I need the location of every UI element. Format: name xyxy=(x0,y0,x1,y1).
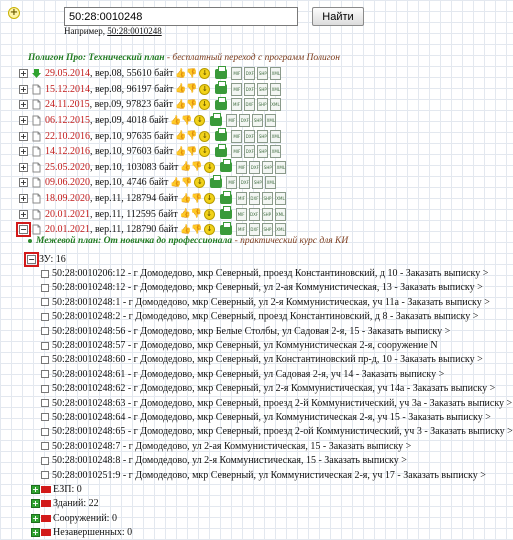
thumb-up-icon[interactable]: 👍 xyxy=(175,146,187,157)
category-row[interactable] xyxy=(31,497,513,511)
category-row[interactable] xyxy=(31,482,513,496)
printer-icon[interactable] xyxy=(210,178,222,188)
format-xml-icon[interactable]: XML xyxy=(270,145,281,158)
parcel-row[interactable] xyxy=(41,281,513,295)
expand-icon[interactable]: + xyxy=(20,162,27,172)
expand-icon[interactable]: + xyxy=(20,131,27,141)
parcel-text: 50:28:0010248:60 - г Домодедово, мкр Северный, ул Константиновский пр-д, 10 - Заказать выписку > xyxy=(52,354,483,366)
parcel-row[interactable] xyxy=(41,295,513,309)
thumb-up-icon[interactable]: 👍 xyxy=(179,209,191,220)
expand-icon[interactable]: + xyxy=(20,69,27,79)
format-dxf-icon[interactable]: DXF xyxy=(244,67,255,80)
version-row[interactable] xyxy=(19,128,286,144)
format-dxf-icon[interactable]: DXF xyxy=(244,130,255,143)
version-meta: , вер.09, 97823 байт xyxy=(89,99,173,111)
format-shp-icon[interactable]: SHP xyxy=(257,83,268,96)
expand-icon[interactable]: + xyxy=(20,116,27,126)
format-dxf-icon[interactable]: DXF xyxy=(249,161,260,174)
printer-icon[interactable] xyxy=(220,209,232,219)
parcel-text: 50:28:0010251:9 - г Домодедово, мкр Северный, ул Коммунистическая 2-я, уч 17 - Заказать выписку > xyxy=(52,469,486,481)
version-meta: , вер.11, 112595 байт xyxy=(90,208,178,220)
printer-icon[interactable] xyxy=(215,69,227,79)
thumb-up-icon[interactable]: 👍 xyxy=(179,224,192,235)
zu-node[interactable] xyxy=(27,252,513,266)
search-example xyxy=(64,26,162,36)
expand-icon[interactable]: + xyxy=(20,194,27,204)
parcel-text: 50:28:0010248:63 - г Домодедово, мкр Северный, проезд 2-й Коммунистический, уч 3а - Заказать выписку > xyxy=(52,397,513,409)
version-actions xyxy=(175,130,281,143)
version-date[interactable]: 06.12.2015 xyxy=(45,115,90,127)
format-dxf-icon[interactable]: DXF xyxy=(244,145,255,158)
version-date[interactable]: 14.12.2016 xyxy=(45,146,90,158)
thumb-down-icon[interactable]: 👎 xyxy=(186,146,198,157)
download-icon[interactable]: ↓ xyxy=(204,193,215,204)
thumb-down-icon[interactable]: 👎 xyxy=(186,84,198,95)
example-link[interactable]: 50:28:0010248 xyxy=(107,26,162,36)
parcel-text: 50:28:0010248:61 - г Домодедово, мкр Северный, ул Садовая 2-я, уч 14 - Заказать выписку > xyxy=(52,368,445,380)
bullet-icon xyxy=(28,239,32,243)
checkbox[interactable] xyxy=(41,471,49,479)
version-date[interactable]: 25.05.2020 xyxy=(45,161,90,173)
red-marker-icon xyxy=(41,529,51,536)
category-label: Сооружений: 0 xyxy=(53,512,117,524)
product-title-bold[interactable]: Полигон Про: Технический план xyxy=(28,53,165,63)
checkbox[interactable] xyxy=(41,442,49,450)
format-dxf-icon[interactable]: DXF xyxy=(249,192,260,205)
course-title-bold[interactable]: Межевой план: От новичка до профессионала xyxy=(36,236,233,246)
expand-icon[interactable]: + xyxy=(20,178,27,188)
format-mif-icon[interactable]: MIF xyxy=(226,114,237,127)
version-date[interactable]: 29.05.2014 xyxy=(45,68,90,80)
expand-icon[interactable]: + xyxy=(20,147,27,157)
version-row[interactable] xyxy=(19,113,286,129)
format-mif-icon[interactable]: MIF xyxy=(226,176,237,189)
checkbox[interactable] xyxy=(41,313,49,321)
format-mif-icon[interactable]: MIF xyxy=(231,83,242,96)
category-row[interactable] xyxy=(31,511,513,525)
expand-plus-icon[interactable]: + xyxy=(32,528,39,538)
category-label: Зданий: 22 xyxy=(53,498,99,510)
thumb-down-icon[interactable]: 👎 xyxy=(191,162,203,173)
parcel-row[interactable] xyxy=(41,266,513,280)
format-dxf-icon[interactable]: DXF xyxy=(239,176,250,189)
parcel-text: 50:28:0010248:56 - г Домодедово, мкр Белые Столбы, ул Садовая 2-я, 15 - Заказать выписку > xyxy=(52,325,451,337)
parcel-row[interactable] xyxy=(41,410,513,424)
format-shp-icon[interactable]: SHP xyxy=(262,223,273,236)
thumb-down-icon[interactable]: 👎 xyxy=(186,131,198,142)
product-title-rest: - бесплатный переход с программ Полигон xyxy=(164,53,340,63)
download-arrow-icon xyxy=(31,68,42,79)
course-title xyxy=(28,236,348,246)
printer-icon[interactable] xyxy=(215,84,227,94)
red-marker-icon xyxy=(41,500,51,507)
thumb-up-icon[interactable]: 👍 xyxy=(175,99,187,110)
format-xml-icon[interactable]: XML xyxy=(270,83,281,96)
checkbox[interactable] xyxy=(41,284,49,292)
format-mif-icon[interactable]: MIF xyxy=(236,161,247,174)
format-shp-icon[interactable]: SHP xyxy=(252,114,263,127)
checkbox[interactable] xyxy=(41,457,49,465)
format-shp-icon[interactable]: SHP xyxy=(262,192,273,205)
thumb-up-icon[interactable]: 👍 xyxy=(175,84,187,95)
thumb-down-icon[interactable]: 👎 xyxy=(190,224,203,235)
version-actions xyxy=(175,67,281,80)
expand-plus-icon[interactable]: + xyxy=(32,499,39,509)
file-icon xyxy=(31,146,42,157)
download-icon[interactable]: ↓ xyxy=(199,131,210,142)
course-title-rest: - практический курс для КИ xyxy=(232,236,349,246)
format-dxf-icon[interactable]: DXF xyxy=(244,98,255,111)
file-icon xyxy=(31,131,42,142)
checkbox[interactable] xyxy=(41,413,49,421)
version-date[interactable]: 09.06.2020 xyxy=(45,177,90,189)
thumb-down-icon[interactable]: 👎 xyxy=(181,115,193,126)
expand-icon[interactable]: + xyxy=(20,100,27,110)
download-icon[interactable]: ↓ xyxy=(199,99,210,110)
format-mif-icon[interactable]: MIF xyxy=(236,192,247,205)
printer-icon[interactable] xyxy=(215,100,227,110)
version-meta: , вер.09, 4018 байт xyxy=(90,115,169,127)
format-xml-icon[interactable]: XML xyxy=(275,161,286,174)
version-actions xyxy=(180,208,286,221)
parcel-text: 50:28:0010248:65 - г Домодедово, мкр Северный, проезд 2-ой Коммунистический, уч 3 - Заказать выписку > xyxy=(52,426,513,438)
version-row[interactable] xyxy=(19,144,286,160)
format-shp-icon[interactable]: SHP xyxy=(257,67,268,80)
product-title xyxy=(28,53,340,63)
parcel-text: 50:28:0010248:64 - г Домодедово, мкр Северный, ул Коммунистическая 2-я, уч 15 - Заказать выписку > xyxy=(52,411,491,423)
format-xml-icon[interactable]: XML xyxy=(270,98,281,111)
file-icon xyxy=(31,209,42,220)
thumb-up-icon[interactable]: 👍 xyxy=(170,177,182,188)
version-row[interactable] xyxy=(19,206,286,222)
format-shp-icon[interactable]: SHP xyxy=(262,161,273,174)
file-icon xyxy=(31,115,42,126)
format-mif-icon[interactable]: MIF xyxy=(236,208,247,221)
version-actions xyxy=(175,83,281,96)
format-shp-icon[interactable]: SHP xyxy=(257,98,268,111)
printer-icon[interactable] xyxy=(220,194,232,204)
thumb-up-icon[interactable]: 👍 xyxy=(180,162,192,173)
format-xml-icon[interactable]: XML xyxy=(265,176,276,189)
parcel-text: 50:28:0010206:12 - г Домодедово, мкр Северный, проезд Константиновский, д 10 - Заказать выписку > xyxy=(52,268,489,280)
parcel-row[interactable] xyxy=(41,425,513,439)
format-dxf-icon[interactable]: DXF xyxy=(239,114,250,127)
format-xml-icon[interactable]: XML xyxy=(265,114,276,127)
version-date[interactable]: 18.09.2020 xyxy=(45,193,90,205)
version-actions xyxy=(180,223,286,236)
format-xml-icon[interactable]: XML xyxy=(275,208,286,221)
format-mif-icon[interactable]: MIF xyxy=(236,223,247,236)
checkbox[interactable] xyxy=(41,342,49,350)
thumb-down-icon[interactable]: 👎 xyxy=(181,177,193,188)
parcel-row[interactable] xyxy=(41,382,513,396)
checkbox[interactable] xyxy=(41,399,49,407)
format-xml-icon[interactable]: XML xyxy=(270,130,281,143)
format-shp-icon[interactable]: SHP xyxy=(262,208,273,221)
version-meta: , вер.11, 128794 байт xyxy=(90,193,178,205)
parcel-row[interactable] xyxy=(41,439,513,453)
expand-plus-icon[interactable]: + xyxy=(32,513,39,523)
download-icon[interactable]: ↓ xyxy=(199,68,210,79)
parcel-row[interactable] xyxy=(41,468,513,482)
checkbox[interactable] xyxy=(41,385,49,393)
thumb-up-icon[interactable]: 👍 xyxy=(175,131,187,142)
download-icon[interactable]: ↓ xyxy=(199,146,210,157)
expand-icon[interactable]: + xyxy=(20,84,27,94)
format-shp-icon[interactable]: SHP xyxy=(257,145,268,158)
parcel-text: 50:28:0010248:12 - г Домодедово, мкр Северный, ул 2-ая Коммунистическая, 13 - Заказать выписку > xyxy=(52,282,483,294)
parcel-row[interactable] xyxy=(41,338,513,352)
version-actions xyxy=(170,114,276,127)
download-icon[interactable]: ↓ xyxy=(194,115,205,126)
version-actions xyxy=(170,176,276,189)
version-meta: , вер.10, 97635 байт xyxy=(90,130,174,142)
checkbox[interactable] xyxy=(41,428,49,436)
file-icon xyxy=(31,193,42,204)
expand-icon[interactable]: + xyxy=(20,209,27,219)
parcel-text: 50:28:0010248:1 - г Домодедово, мкр Северный, ул 2-я Коммунистическая, уч 11а - Заказать выписку > xyxy=(52,296,490,308)
file-icon xyxy=(31,224,42,235)
format-dxf-icon[interactable]: DXF xyxy=(249,208,260,221)
version-actions xyxy=(175,98,281,111)
search-input[interactable] xyxy=(64,7,298,26)
version-actions xyxy=(180,192,286,205)
printer-icon[interactable] xyxy=(215,147,227,157)
parcel-row[interactable] xyxy=(41,324,513,338)
format-xml-icon[interactable]: XML xyxy=(275,192,286,205)
printer-icon[interactable] xyxy=(220,225,232,235)
download-icon[interactable]: ↓ xyxy=(204,209,215,220)
printer-icon[interactable] xyxy=(210,116,222,126)
file-icon xyxy=(31,162,42,173)
file-icon xyxy=(31,84,42,95)
version-meta: , вер.10, 97603 байт xyxy=(90,146,174,158)
thumb-down-icon[interactable]: 👎 xyxy=(190,193,203,204)
version-row[interactable] xyxy=(19,191,286,207)
cadastral-tree xyxy=(28,252,513,540)
format-mif-icon[interactable]: MIF xyxy=(231,98,242,111)
file-icon xyxy=(31,177,42,188)
search-button[interactable]: Найти xyxy=(312,7,364,26)
version-date[interactable]: 20.01.2021 xyxy=(45,224,90,236)
format-xml-icon[interactable]: XML xyxy=(275,223,286,236)
category-label: Незавершенных: 0 xyxy=(53,527,133,539)
format-dxf-icon[interactable]: DXF xyxy=(249,223,260,236)
thumb-down-icon[interactable]: 👎 xyxy=(190,209,202,220)
format-dxf-icon[interactable]: DXF xyxy=(244,83,255,96)
parcel-row[interactable] xyxy=(41,353,513,367)
version-meta: , вер.10, 4746 байт xyxy=(90,177,169,189)
file-icon xyxy=(31,99,42,110)
collapse-icon[interactable]: − xyxy=(28,254,35,264)
download-icon[interactable]: ↓ xyxy=(194,177,205,188)
download-icon[interactable]: ↓ xyxy=(204,224,215,235)
version-meta: , вер.11, 128790 байт xyxy=(90,224,178,236)
parcel-row[interactable] xyxy=(41,310,513,324)
search-bar xyxy=(64,7,364,26)
version-row[interactable] xyxy=(19,82,286,98)
version-row[interactable] xyxy=(19,66,286,82)
parcel-text: 50:28:0010248:8 - г Домодедово, ул 2-я Коммунистическая, 15 - Заказать выписку > xyxy=(52,455,407,467)
format-shp-icon[interactable]: SHP xyxy=(257,130,268,143)
thumb-up-icon[interactable]: 👍 xyxy=(175,68,187,79)
version-meta: , вер.08, 96197 байт xyxy=(90,83,174,95)
parcel-text: 50:28:0010248:57 - г Домодедово, мкр Северный, ул Коммунистическая 2-я, сооружение N xyxy=(52,340,438,352)
category-label: ЕЗП: 0 xyxy=(53,483,82,495)
checkbox[interactable] xyxy=(41,270,49,278)
parcel-text: 50:28:0010248:7 - г Домодедово, ул 2-ая Коммунистическая, 15 - Заказать выписку > xyxy=(52,440,412,452)
version-date[interactable]: 15.12.2014 xyxy=(45,83,90,95)
version-list xyxy=(19,66,286,238)
expand-plus-icon[interactable]: + xyxy=(32,484,39,494)
checkbox[interactable] xyxy=(41,327,49,335)
thumb-up-icon[interactable]: 👍 xyxy=(170,115,182,126)
checkbox[interactable] xyxy=(41,356,49,364)
thumb-up-icon[interactable]: 👍 xyxy=(179,193,192,204)
parcel-row[interactable] xyxy=(41,367,513,381)
checkbox[interactable] xyxy=(41,298,49,306)
thumb-down-icon[interactable]: 👎 xyxy=(186,68,198,79)
version-actions xyxy=(175,145,281,158)
expand-icon[interactable]: − xyxy=(20,225,27,235)
example-prefix: Например, xyxy=(64,26,108,36)
parcel-text: 50:28:0010248:62 - г Домодедово, мкр Северный, ул 2-я Коммунистическая, уч 14а - Заказать выписку > xyxy=(52,383,496,395)
version-date[interactable]: 20.01.2021 xyxy=(45,208,90,220)
download-icon[interactable]: ↓ xyxy=(199,84,210,95)
checkbox[interactable] xyxy=(41,370,49,378)
download-icon[interactable]: ↓ xyxy=(204,162,215,173)
version-actions xyxy=(180,161,286,174)
parcel-text: 50:28:0010248:2 - г Домодедово, мкр Северный, проезд Константиновский, д 8 - Заказать выписку > xyxy=(52,311,479,323)
version-meta: , вер.08, 55610 байт xyxy=(90,68,174,80)
red-marker-icon xyxy=(41,486,51,493)
version-date[interactable]: 22.10.2016 xyxy=(45,130,90,142)
version-row[interactable] xyxy=(19,160,286,176)
format-shp-icon[interactable]: SHP xyxy=(252,176,263,189)
printer-icon[interactable] xyxy=(220,162,232,172)
version-date[interactable]: 24.11.2015 xyxy=(45,99,90,111)
version-meta: , вер.10, 103083 байт xyxy=(90,161,179,173)
format-mif-icon[interactable]: MIF xyxy=(231,130,242,143)
zu-label: ЗУ: 16 xyxy=(39,253,66,265)
format-mif-icon[interactable]: MIF xyxy=(231,145,242,158)
format-xml-icon[interactable]: XML xyxy=(270,67,281,80)
category-row[interactable] xyxy=(31,525,513,539)
thumb-down-icon[interactable]: 👎 xyxy=(186,99,198,110)
parcel-row[interactable] xyxy=(41,453,513,467)
red-marker-icon xyxy=(41,515,51,522)
format-mif-icon[interactable]: MIF xyxy=(231,67,242,80)
version-row[interactable] xyxy=(19,97,286,113)
version-row[interactable] xyxy=(19,175,286,191)
parcel-row[interactable] xyxy=(41,396,513,410)
printer-icon[interactable] xyxy=(215,131,227,141)
add-circle-icon[interactable]: + xyxy=(9,7,19,18)
